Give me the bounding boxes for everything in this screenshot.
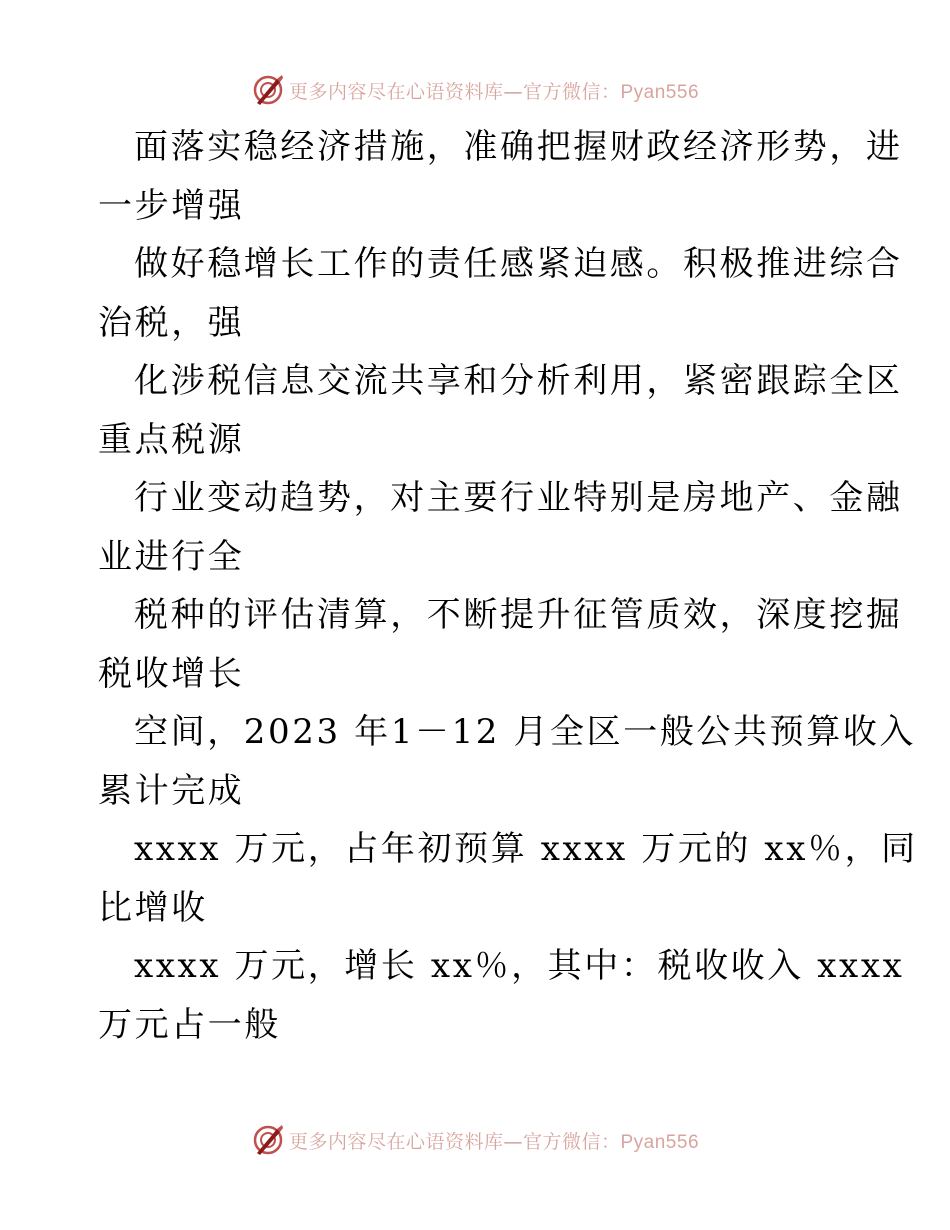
paragraph <box>98 586 903 703</box>
paragraph-line: xxxx 万元，增长 xx％，其中：税收收入 xxxx <box>134 946 905 986</box>
paragraph-line: 做好稳增长工作的责任感紧迫感。积极推进综合 <box>134 244 903 284</box>
watermark-text <box>289 77 699 104</box>
paragraph <box>98 937 905 1054</box>
watermark-wechat-label: 官方微信： <box>522 80 621 103</box>
paragraph-line: 万元占一般 <box>98 1004 281 1045</box>
paragraph-line: xxxx 万元，占年初预算 xxxx 万元的 xx％，同 <box>134 829 918 869</box>
watermark-brand: 更多内容尽在心语资料库 <box>288 1130 504 1153</box>
paragraph-line: 税收增长 <box>98 653 245 694</box>
paragraph-line: 面落实稳经济措施，准确把握财政经济形势，进 <box>134 127 903 167</box>
paragraph <box>98 820 918 937</box>
watermark-wechat-id: Pyan556 <box>620 81 700 103</box>
paragraph-line: 化涉税信息交流共享和分析利用，紧密跟踪全区 <box>134 361 903 401</box>
paragraph-line: 治税，强 <box>98 302 245 343</box>
watermark-brand: 更多内容尽在心语资料库 <box>288 80 504 103</box>
pen-logo-icon <box>251 1123 285 1157</box>
paragraph-line: 一步增强 <box>98 185 245 226</box>
watermark-dash: — <box>503 80 523 103</box>
paragraph <box>98 703 917 820</box>
paragraph-line: 业进行全 <box>98 536 245 577</box>
paragraph <box>98 469 903 586</box>
document-body <box>98 118 918 1054</box>
paragraph <box>98 235 903 352</box>
header-watermark <box>0 72 950 108</box>
watermark-wechat-label: 官方微信： <box>522 1130 621 1153</box>
paragraph <box>98 118 903 235</box>
watermark-dash: — <box>503 1130 523 1153</box>
paragraph <box>98 352 903 469</box>
paragraph-line: 比增收 <box>98 887 208 928</box>
watermark-wechat-id: Pyan556 <box>620 1131 700 1153</box>
paragraph-line: 行业变动趋势，对主要行业特别是房地产、金融 <box>134 478 903 518</box>
paragraph-line: 重点税源 <box>98 419 245 460</box>
paragraph-line: 累计完成 <box>98 770 245 811</box>
paragraph-line: 空间，2023 年1－12 月全区一般公共预算收入 <box>134 712 917 752</box>
pen-logo-icon <box>251 73 285 107</box>
watermark-text <box>289 1127 699 1154</box>
paragraph-line: 税种的评估清算，不断提升征管质效，深度挖掘 <box>134 595 903 635</box>
footer-watermark <box>0 1122 950 1158</box>
